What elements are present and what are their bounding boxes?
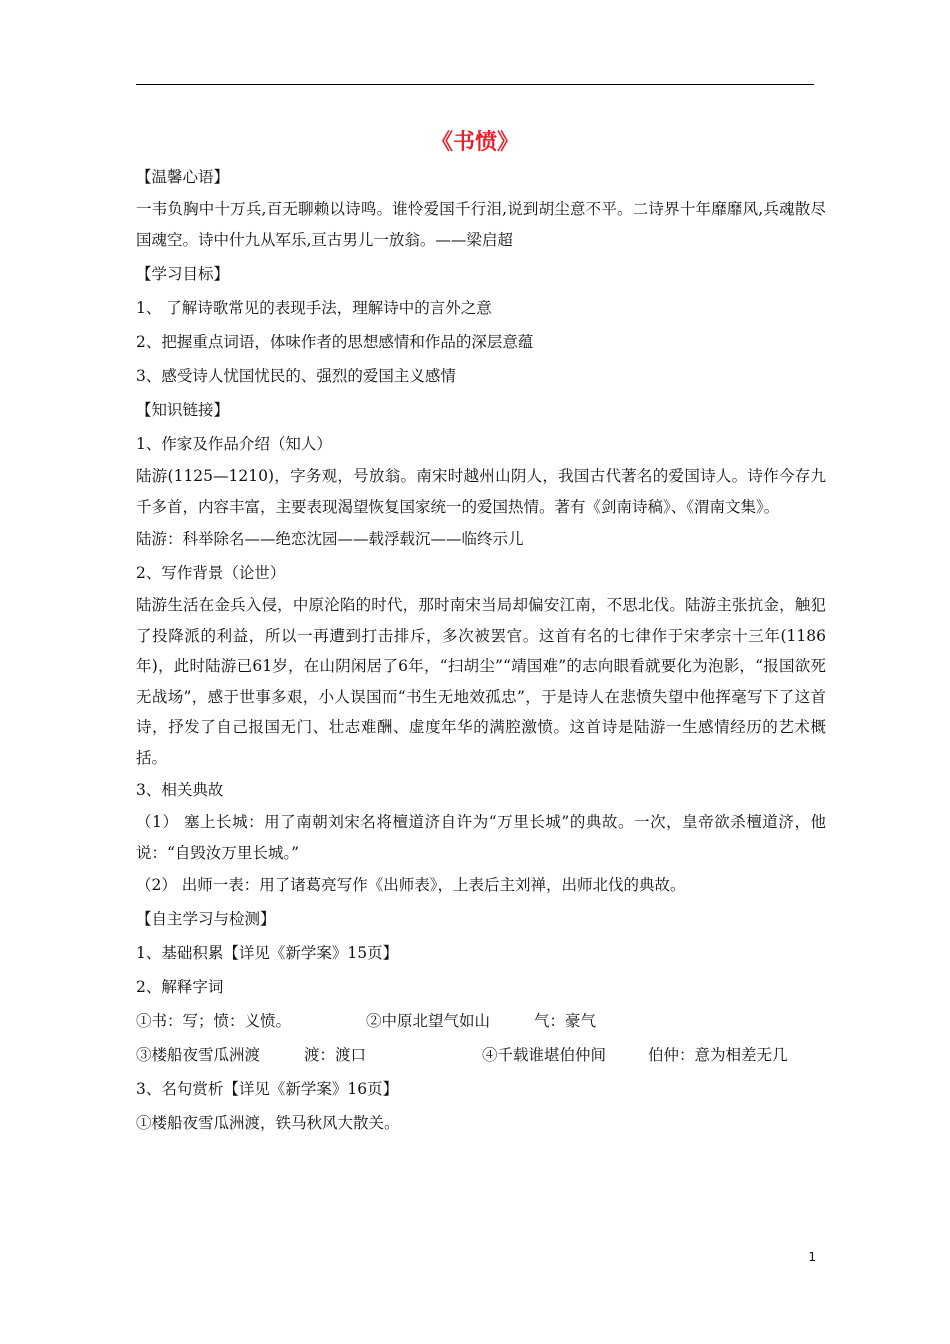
goal-item: 3、感受诗人忧国忧民的、强烈的爱国主义感情 xyxy=(136,367,456,385)
allusion-item: （1） 塞上长城：用了南朝刘宋名将檀道济自许为“万里长城”的典故。一次，皇帝欲杀檀道济，他说：“自毁汝万里长城。” xyxy=(136,813,826,862)
page-number: 1 xyxy=(808,1250,816,1264)
section-heading-tips: 【温馨心语】 xyxy=(136,168,230,186)
tips-paragraph: 一韦负胸中十万兵,百无聊赖以诗鸣。谁怜爱国千行泪,说到胡尘意不平。二诗界十年靡靡风,兵魂散尽国魂空。诗中什九从军乐,亘古男儿一放翁。——梁启超 xyxy=(136,200,826,249)
allusion-item: （2） 出师一表：用了诸葛亮写作《出师表》，上表后主刘禅，出师北伐的典故。 xyxy=(136,876,686,894)
self-study-item: 3、名句赏析【详见《新学案》16页】 xyxy=(136,1080,399,1098)
word-cell: 伯仲：意为相差无几 xyxy=(648,1046,788,1064)
self-study-item: 1、基础积累【详见《新学案》15页】 xyxy=(136,944,399,962)
word-row xyxy=(136,1038,826,1072)
word-cell: 渡：渡口 xyxy=(304,1046,367,1064)
author-paragraph: 陆游(1125—1210)，字务观，号放翁。南宋时越州山阴人，我国古代著名的爱国诗人。诗作今存九千多首，内容丰富，主要表现渴望恢复国家统一的爱国热情。著有《剑南诗稿》、《渭南文集》。 xyxy=(136,467,826,516)
page-title: 《书愤》 xyxy=(430,129,519,155)
section-heading-goals: 【学习目标】 xyxy=(136,265,230,283)
word-cell: ①书：写；愤：义愤。 xyxy=(136,1012,292,1030)
knowledge-subtitle: 1、作家及作品介绍（知人） xyxy=(136,435,332,453)
word-cell: ②中原北望气如山 xyxy=(366,1012,491,1030)
goal-item: 1、 了解诗歌常见的表现手法，理解诗中的言外之意 xyxy=(136,299,492,317)
self-study-item: 2、解释字词 xyxy=(136,978,224,996)
section-heading-self-study: 【自主学习与检测】 xyxy=(136,910,276,928)
document-body xyxy=(136,160,826,1140)
goal-item: 2、把握重点词语，体味作者的思想感情和作品的深层意蕴 xyxy=(136,333,534,351)
word-row xyxy=(136,1004,826,1038)
word-cell: ③楼船夜雪瓜洲渡 xyxy=(136,1046,261,1064)
header-rule xyxy=(136,84,814,85)
knowledge-subtitle: 3、相关典故 xyxy=(136,781,224,799)
author-timeline: 陆游：科举除名——绝恋沈园——载浮载沉——临终示儿 xyxy=(136,530,524,548)
famous-line: ①楼船夜雪瓜洲渡，铁马秋风大散关。 xyxy=(136,1114,400,1132)
section-heading-knowledge: 【知识链接】 xyxy=(136,401,230,419)
word-cell: ④千载谁堪伯仲间 xyxy=(482,1046,607,1064)
background-paragraph: 陆游生活在金兵入侵，中原沦陷的时代，那时南宋当局却偏安江南，不思北伐。陆游主张抗金，触犯了投降派的利益，所以一再遭到打击排斥，多次被罢官。这首有名的七律作于宋孝宗十三年(1186年)，此时陆游已61岁，在山阴闲居了6年，“扫胡尘”“靖国难”的志向眼看就要化为泡影，“报国欲死无战场”，感于世事多艰，小人误国而“书生无地效孤忠”，于是诗人在悲愤失望中他挥毫写下了这首诗，抒发了自己报国无门、壮志难酬、虚度年华的满腔激愤。这首诗是陆游一生感情经历的艺术概括。 xyxy=(136,596,826,767)
knowledge-subtitle: 2、写作背景（论世） xyxy=(136,564,286,582)
word-cell: 气：豪气 xyxy=(534,1012,597,1030)
